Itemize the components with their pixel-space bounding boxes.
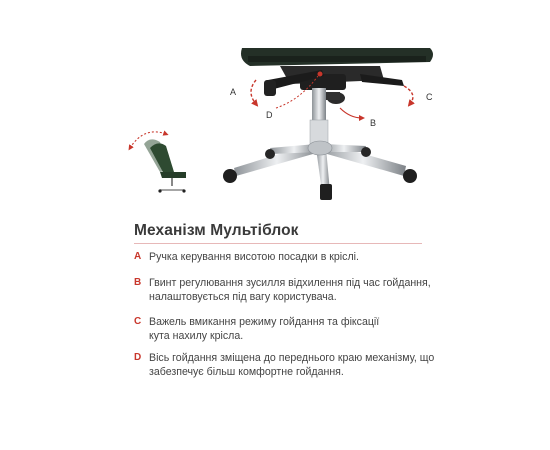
seat-cushion — [241, 48, 433, 66]
feature-item-a — [134, 250, 434, 266]
knob-b — [324, 92, 345, 104]
star-base — [234, 141, 406, 192]
feature-letter: C — [134, 316, 142, 327]
feature-text: Важель вмикання режиму гойдання та фіксації кута нахилу крісла. — [149, 316, 380, 342]
feature-text: Вісь гойдання зміщена до переднього краю механізму, що забезпечує більш комфортне гойдання. — [149, 352, 435, 378]
tilting-chair-icon — [130, 132, 186, 193]
feature-item-c — [134, 315, 434, 345]
feature-item-d — [134, 351, 434, 381]
label-a: A — [230, 87, 237, 97]
arrow-c — [404, 86, 413, 104]
feature-text: Гвинт регулювання зусилля відхилення під час гойдання, налаштовується під вагу користувача. — [149, 277, 431, 303]
heading-divider — [134, 243, 422, 244]
chair-mechanism-illustration — [0, 0, 550, 210]
arrow-a — [251, 80, 256, 104]
marker-d-point — [318, 72, 323, 77]
feature-letter: D — [134, 352, 142, 363]
label-d: D — [266, 110, 273, 120]
label-b: B — [370, 118, 377, 128]
arrow-b — [340, 108, 362, 118]
feature-letter: A — [134, 251, 142, 262]
feature-letter: B — [134, 277, 142, 288]
feature-item-b — [134, 276, 434, 306]
feature-text: Ручка керування висотою посадки в кріслі. — [149, 251, 359, 263]
section-heading: Механізм Мультіблок — [134, 222, 299, 239]
label-c: C — [426, 92, 433, 102]
